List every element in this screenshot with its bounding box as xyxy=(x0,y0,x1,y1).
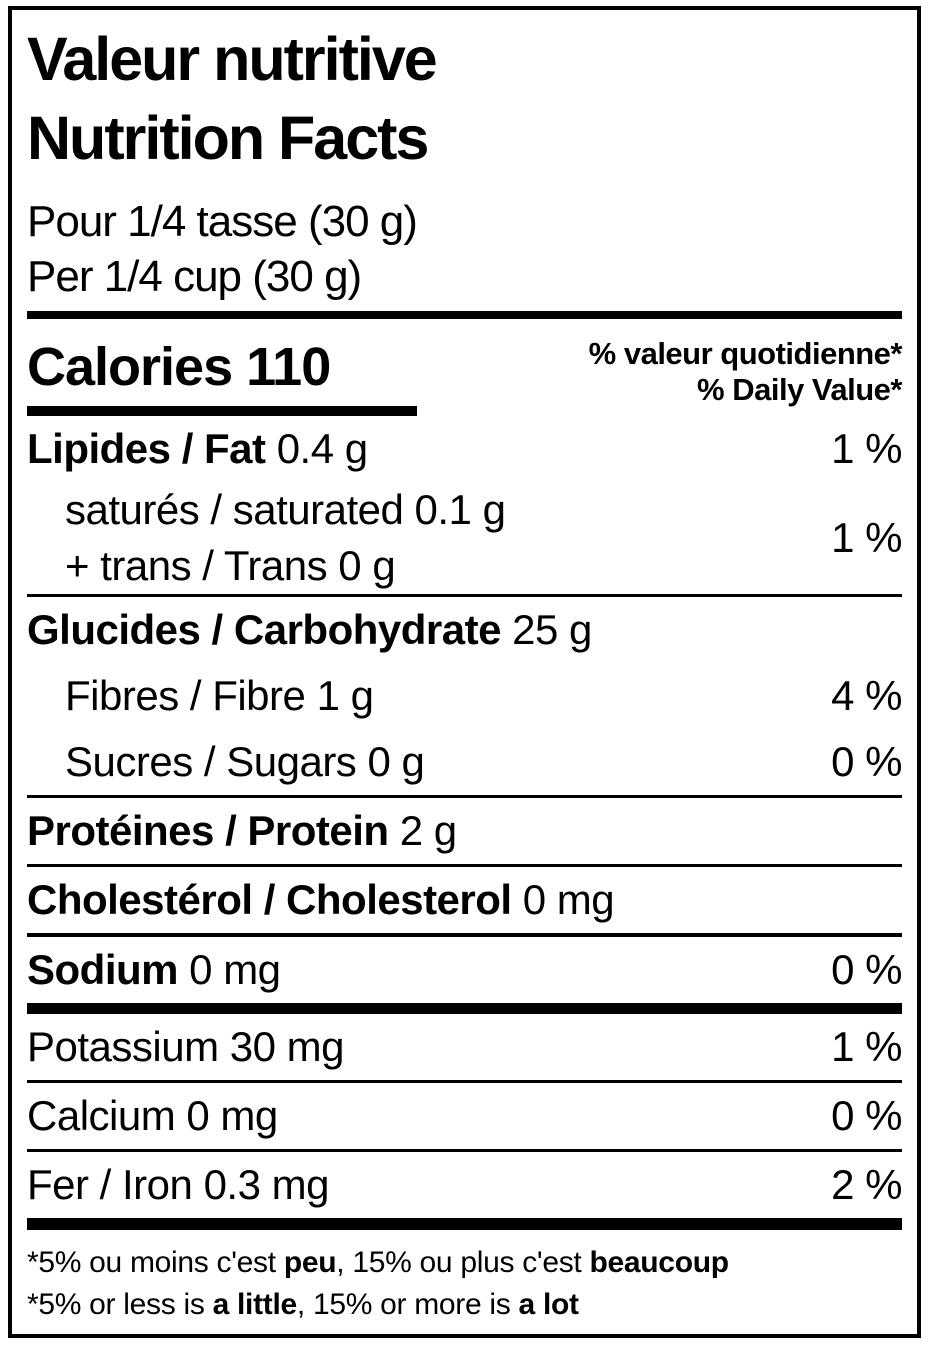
sodium-amount: 0 mg xyxy=(189,946,281,993)
footnote-fr-pre: *5% ou moins c'est xyxy=(27,1246,284,1279)
divider-thick xyxy=(27,1218,902,1230)
footnote-fr xyxy=(27,1242,902,1284)
carbohydrate-name: Glucides / Carbohydrate xyxy=(27,606,501,653)
fibre-text xyxy=(27,672,373,720)
trans-line xyxy=(27,538,505,594)
fat-dv: 1 % xyxy=(831,425,902,472)
iron-name: Fer / Iron xyxy=(27,1161,193,1208)
sodium-dv: 0 % xyxy=(831,946,902,993)
calcium-dv: 0 % xyxy=(831,1092,902,1139)
fat-text xyxy=(27,425,368,473)
iron-amount: 0.3 mg xyxy=(203,1161,329,1208)
row-carbohydrate xyxy=(27,597,902,663)
footnote-en-bold1: a little xyxy=(212,1288,297,1321)
calories-line xyxy=(27,331,417,416)
daily-value-header-fr: % valeur quotidienne* xyxy=(588,336,902,371)
calcium-amount: 0 mg xyxy=(186,1092,278,1139)
daily-value-header xyxy=(589,331,902,416)
saturated-amount: 0.1 g xyxy=(414,486,506,533)
nutrition-facts-label xyxy=(8,6,921,1338)
sugars-name: Sucres / Sugars xyxy=(65,738,357,785)
fibre-amount: 1 g xyxy=(316,672,374,719)
row-protein xyxy=(27,798,902,864)
potassium-name: Potassium xyxy=(27,1023,219,1070)
calories-underline xyxy=(27,406,417,416)
serving-size xyxy=(27,194,902,304)
row-iron xyxy=(27,1152,902,1218)
serving-size-fr: Pour 1/4 tasse (30 g) xyxy=(27,197,417,246)
title-fr: Valeur nutritive xyxy=(27,25,436,93)
saturated-line xyxy=(27,482,505,538)
footnote-fr-mid: , 15% ou plus c'est xyxy=(336,1246,590,1279)
footnote xyxy=(27,1242,902,1326)
calories-label: Calories xyxy=(27,337,233,397)
fat-name: Lipides / Fat xyxy=(27,425,266,472)
sodium-text xyxy=(27,946,281,994)
fibre-dv: 4 % xyxy=(831,672,902,719)
daily-value-header-en: % Daily Value* xyxy=(697,372,902,407)
cholesterol-amount: 0 mg xyxy=(522,876,615,923)
row-cholesterol xyxy=(27,867,902,933)
row-sugars xyxy=(27,729,902,795)
fat-amount: 0.4 g xyxy=(276,425,368,472)
sugars-dv: 0 % xyxy=(831,738,902,785)
sodium-name: Sodium xyxy=(27,946,178,993)
row-fibre xyxy=(27,663,902,729)
saturated-name: saturés / saturated xyxy=(65,486,404,533)
title-en: Nutrition Facts xyxy=(27,104,428,172)
saturated-trans-dv: 1 % xyxy=(831,514,902,561)
cholesterol-text xyxy=(27,876,614,924)
divider-medium xyxy=(27,311,902,319)
potassium-text xyxy=(27,1023,344,1071)
row-sodium xyxy=(27,937,902,1003)
row-fat xyxy=(27,416,902,482)
trans-amount: 0 g xyxy=(338,542,396,589)
serving-size-en: Per 1/4 cup (30 g) xyxy=(27,252,362,301)
footnote-en-bold2: a lot xyxy=(518,1288,579,1321)
calories-section xyxy=(27,331,902,416)
calories-value: 110 xyxy=(246,337,331,397)
carbohydrate-amount: 25 g xyxy=(512,606,592,653)
calcium-text xyxy=(27,1092,278,1140)
protein-amount: 2 g xyxy=(399,807,457,854)
trans-name: + trans / Trans xyxy=(65,542,328,589)
saturated-trans-text xyxy=(27,482,505,594)
footnote-en-pre: *5% or less is xyxy=(27,1288,213,1321)
protein-text xyxy=(27,807,457,855)
row-calcium xyxy=(27,1083,902,1149)
footnote-en-mid: , 15% or more is xyxy=(296,1288,519,1321)
carbohydrate-text xyxy=(27,606,592,654)
sugars-amount: 0 g xyxy=(367,738,425,785)
potassium-dv: 1 % xyxy=(831,1023,902,1070)
footnote-fr-bold2: beaucoup xyxy=(589,1246,729,1279)
protein-name: Protéines / Protein xyxy=(27,807,389,854)
cholesterol-name: Cholestérol / Cholesterol xyxy=(27,876,512,923)
footnote-en xyxy=(27,1284,902,1326)
divider-thick xyxy=(27,1003,902,1014)
row-saturated-trans xyxy=(27,482,902,594)
iron-text xyxy=(27,1161,329,1209)
potassium-amount: 30 mg xyxy=(229,1023,344,1070)
row-potassium xyxy=(27,1014,902,1080)
iron-dv: 2 % xyxy=(831,1161,902,1208)
sugars-text xyxy=(27,738,424,786)
calcium-name: Calcium xyxy=(27,1092,176,1139)
fibre-name: Fibres / Fibre xyxy=(65,672,306,719)
footnote-fr-bold1: peu xyxy=(283,1246,337,1279)
